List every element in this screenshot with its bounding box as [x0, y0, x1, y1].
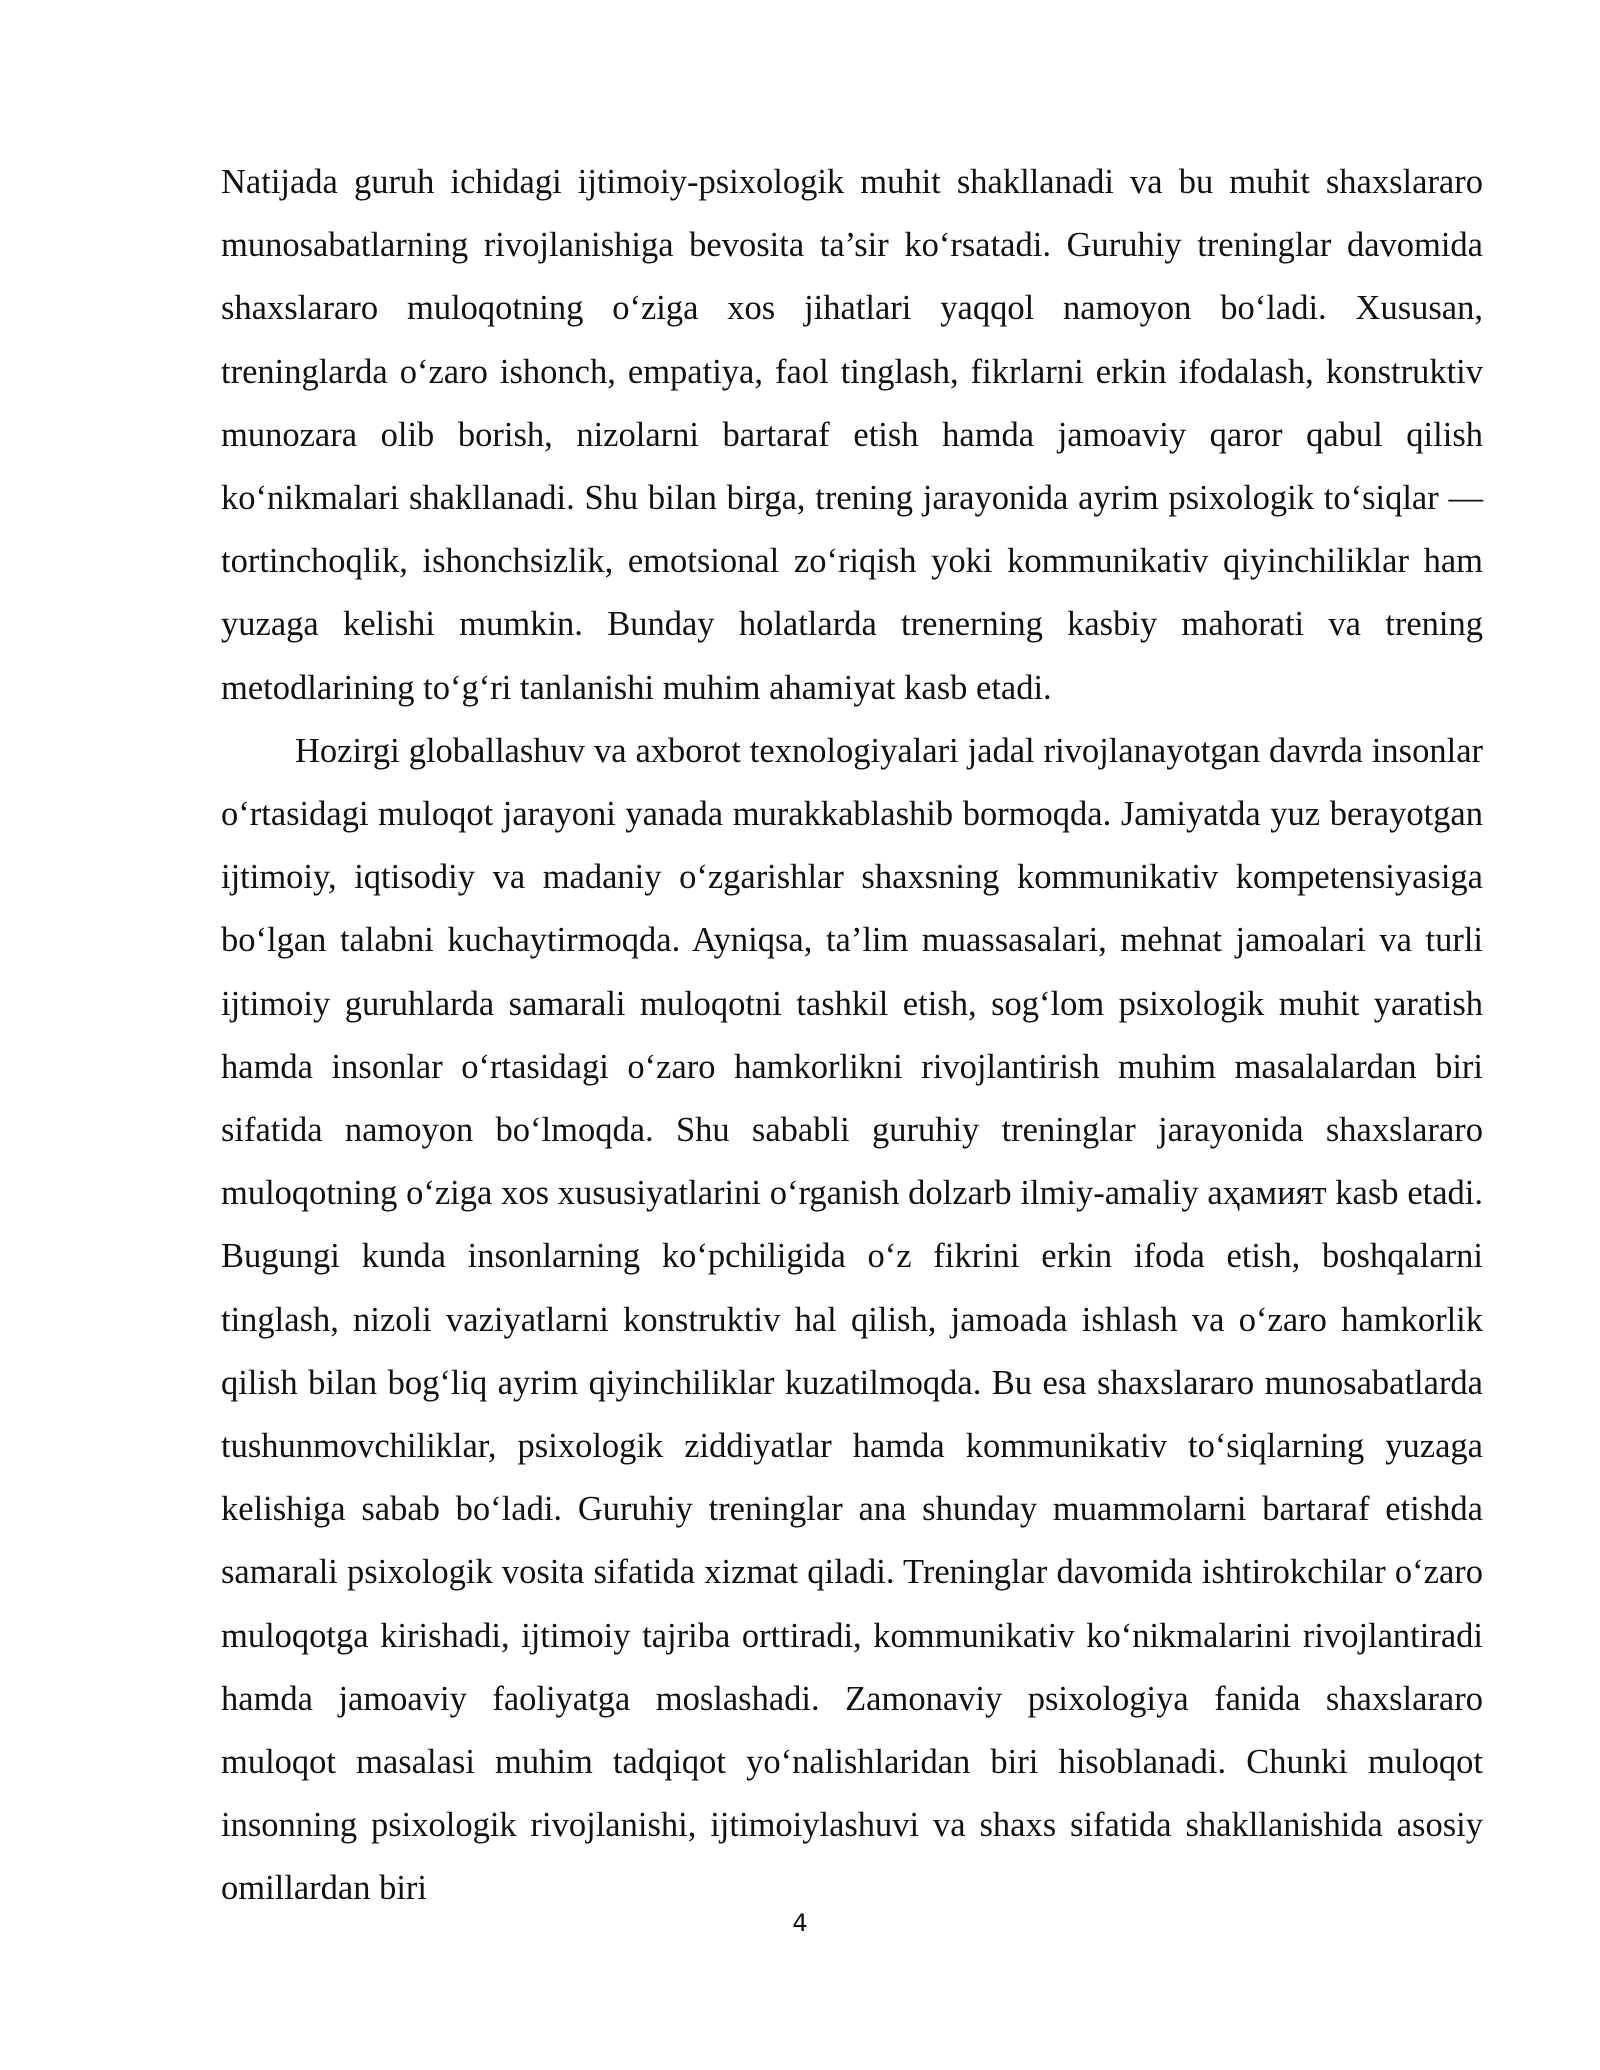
paragraph-1: Natijada guruh ichidagi ijtimoiy-psixologik muhit shakllanadi va bu muhit shaxslararo munosabatlarning rivojlanishiga bevosita ta’sir ko‘rsatadi. Guruhiy treninglar davomida shaxslararo muloqotning o‘ziga xos jihatlari yaqqol namoyon bo‘ladi. Xususan, treninglarda o‘zaro ishonch, empatiya, faol tinglash, fikrlarni erkin ifodalash, konstruktiv munozara olib borish, nizolarni bartaraf etish hamda jamoaviy qaror qabul qilish ko‘nikmalari shakllanadi. Shu bilan birga, trening jarayonida ayrim psixologik to‘siqlar — tortinchoqlik, ishonchsizlik, emotsional zo‘riqish yoki kommunikativ qiyinchiliklar ham yuzaga kelishi mumkin. Bunday holatlarda trenerning kasbiy mahorati va trening metodlarining to‘g‘ri tanlanishi muhim ahamiyat kasb etadi.: [221, 163, 1483, 707]
page-body: [221, 151, 1483, 1921]
paragraph-2: Hozirgi globallashuv va axborot texnologiyalari jadal rivojlanayotgan davrda insonlar o‘rtasidagi muloqot jarayoni yanada murakkablashib bormoqda. Jamiyatda yuz berayotgan ijtimoiy, iqtisodiy va madaniy o‘zgarishlar shaxsning kommunikativ kompetensiyasiga bo‘lgan talabni kuchaytirmoqda. Ayniqsa, ta’lim muassasalari, mehnat jamoalari va turli ijtimoiy guruhlarda samarali muloqotni tashkil etish, sog‘lom psixologik muhit yaratish hamda insonlar o‘rtasidagi o‘zaro hamkorlikni rivojlantirish muhim masalalardan biri sifatida namoyon bo‘lmoqda. Shu sababli guruhiy treninglar jarayonida shaxslararo muloqotning o‘ziga xos xususiyatlarini o‘rganish dolzarb ilmiy-amaliy аҳамият kasb etadi. Bugungi kunda insonlarning ko‘pchiligida o‘z fikrini erkin ifoda etish, boshqalarni tinglash, nizoli vaziyatlarni konstruktiv hal qilish, jamoada ishlash va o‘zaro hamkorlik qilish bilan bog‘liq ayrim qiyinchiliklar kuzatilmoqda. Bu esa shaxslararo munosabatlarda tushunmovchiliklar, psixologik ziddiyatlar hamda kommunikativ to‘siqlarning yuzaga kelishiga sabab bo‘ladi. Guruhiy treninglar ana shunday muammolarni bartaraf etishda samarali psixologik vosita sifatida xizmat qiladi. Treninglar davomida ishtirokchilar o‘zaro muloqotga kirishadi, ijtimoiy tajriba orttiradi, kommunikativ ko‘nikmalarini rivojlantiradi hamda jamoaviy faoliyatga moslashadi. Zamonaviy psixologiya fanida shaxslararo muloqot masalasi muhim tadqiqot yo‘nalishlaridan biri hisoblanadi. Chunki muloqot insonning psixologik rivojlanishi, ijtimoiylashuvi va shaxs sifatida shakllanishida asosiy omillardan biri: [221, 731, 1483, 1908]
page-number: 4: [792, 1909, 808, 1937]
